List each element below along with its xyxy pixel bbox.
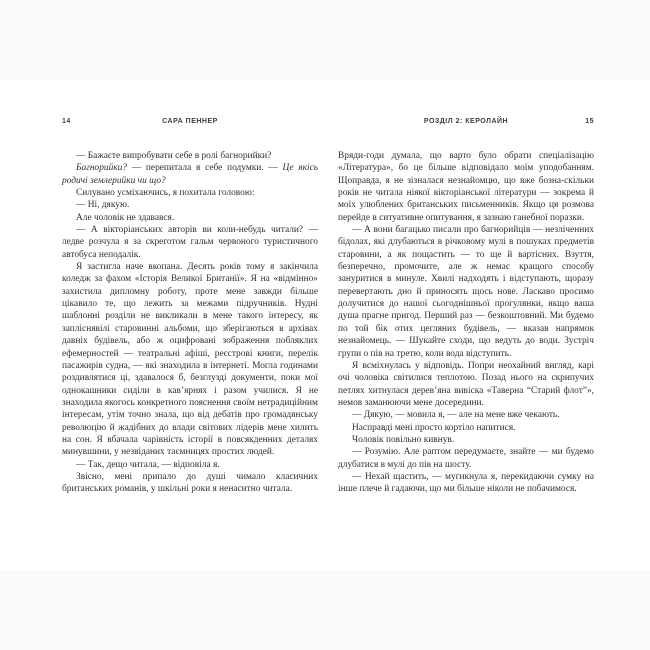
text-run: — Ні, дякую.: [76, 200, 130, 211]
text-run: Звісно, мені припало до душі чимало класичних британських романів, у шкільні роки я ненаситно читала.: [62, 471, 318, 495]
page-body-left: [62, 150, 318, 496]
paragraph: [338, 224, 594, 360]
page-number-right: 15: [585, 118, 594, 125]
text-run: — Нехай щастить, — мугикнула я, перекидаючи сумку на інше плече й гадаючи, що ми більше ніколи не побачимося.: [338, 471, 594, 495]
text-run: — Так, дещо читала, — відповіла я.: [76, 459, 220, 470]
text-run: — Дякую, — мовила я, — але на мене вже чекають.: [352, 410, 560, 421]
text-run: Але чоловік не здавався.: [76, 212, 175, 223]
text-run: Вряди-годи думала, що варто було обрати спеціалізацію «Література», бо це більше відповідало моїм уподобанням. Щоправда, я не зізналася незнайомцю, що вже бозна-скільки років не читала ніякої вікторіанської літератури — зокрема й моїх улюблених британських письменників. Якщо ця розмова перейде в ситуативне опитування, я зазнаю ганебної поразки.: [338, 151, 594, 223]
italic-text-run: Це якісь родичі землерийки чи що?: [62, 163, 318, 186]
paragraph: [338, 409, 594, 421]
page-header-right: [338, 118, 594, 127]
paragraph: [62, 199, 318, 211]
page-header-left: [62, 118, 318, 127]
text-run: Я застигла наче вкопана. Десять років тому я закінчила коледж за фахом «Історія Великої Британії». Я на «відмінно» захистила дипломну роботу, проте мене завжди більше цікавило те, що лежить за межами підручників. Нудні шаблонні розділи не викликали в мене такого інтересу, як запліснявілі старовинні альбоми, що зберігаються в архівах давніх будівель, або ж оцифровані зображення побляклих ефемерностей — театральні афіші, реєстрові книги, перелік пасажирів судна, — які знаходила в інтернеті. Могла годинами роздивлятися ці, здавалося б, безглузді документи, поки мої однокашники сиділи в кав’ярнях і разом училися. Я не знаходила якогось конкретного пояснення своїм нетрадиційним інтересам, утім точно знала, що від дебатів про громадянську революцію й жадібних до влади світових лідерів мене хилить на сон. Я вбачала чарівність історії в повсякденних деталях минувшини, у незвіданих таємницях простих людей.: [62, 262, 318, 458]
paragraph: [338, 422, 594, 434]
page-number-left: 14: [62, 118, 71, 125]
text-run: — А вікторіанських авторів ви коли-небудь читали? — ледве розчула я за скреготом гальм червоного туристичного автобуса неподалік.: [62, 225, 318, 260]
italic-text-run: Багнорийки?: [76, 163, 128, 174]
paragraph: [62, 162, 318, 187]
paragraph: [338, 446, 594, 471]
book-spread: [0, 80, 650, 570]
text-run: Я всміхнулась у відповідь. Попри неохайний вигляд, карі очі чоловіка світилися теплотою. Позад нього на скрипучих петлях хитнулася дерев’яна вивіска «Таверна “Старий флот”», немов заманюючи мене досередини.: [338, 360, 594, 408]
paragraph: [338, 471, 594, 496]
paragraph: [338, 434, 594, 446]
page-body-right: [338, 150, 594, 496]
running-header-author: САРА ПЕННЕР: [162, 118, 218, 125]
text-run: Силувано усміхаючись, я похитала головою:: [76, 188, 255, 199]
text-run: — Розумію. Але раптом передумаєте, знайте — ми будемо длубатися в мулі до пів на шосту.: [338, 447, 594, 470]
paragraph: [62, 459, 318, 471]
paragraph: [62, 150, 318, 162]
text-run: — Бажаєте випробувати себе в ролі багнорийки?: [76, 151, 272, 161]
paragraph: [62, 471, 318, 496]
page-right: [338, 80, 594, 570]
paragraph: [62, 212, 318, 224]
paragraph: [62, 224, 318, 261]
paragraph: [338, 360, 594, 409]
paragraph: [62, 261, 318, 459]
text-run: Насправді мені просто кортіло напитися.: [352, 422, 516, 433]
page-left: [62, 80, 318, 570]
paragraph: [338, 150, 594, 224]
paragraph: [62, 187, 318, 199]
text-run: Чоловік повільно кивнув.: [352, 434, 455, 445]
text-run: — перепитала я себе подумки. —: [127, 163, 283, 174]
text-run: — А вони багацько писали про багнорийців — незліченних бідолах, які длубаються в річковому мулі в пошуках предметів старовини, а як пощастить — то ще й вартісних. Взуття, безперечно, промочите, але ж немає кращого способу зануритися в минуле. Хвилі надходять і відступають, щоразу перевертають дно й приносять щось нове. Ласкаво просимо долучитися до нашої сьогоднішньої прогулянки, якщо ваша душа прагне пригод. Перший раз — безкоштовний. Ми будемо по той бік отих цегляних будівель, — вказав напрямок незнайомець. — Шукайте сходи, що ведуть до води. Зустріч групи о пів на третю, коли вода відступить.: [338, 225, 594, 359]
running-header-chapter: РОЗДІЛ 2: КЕРОЛАЙН: [423, 118, 509, 125]
